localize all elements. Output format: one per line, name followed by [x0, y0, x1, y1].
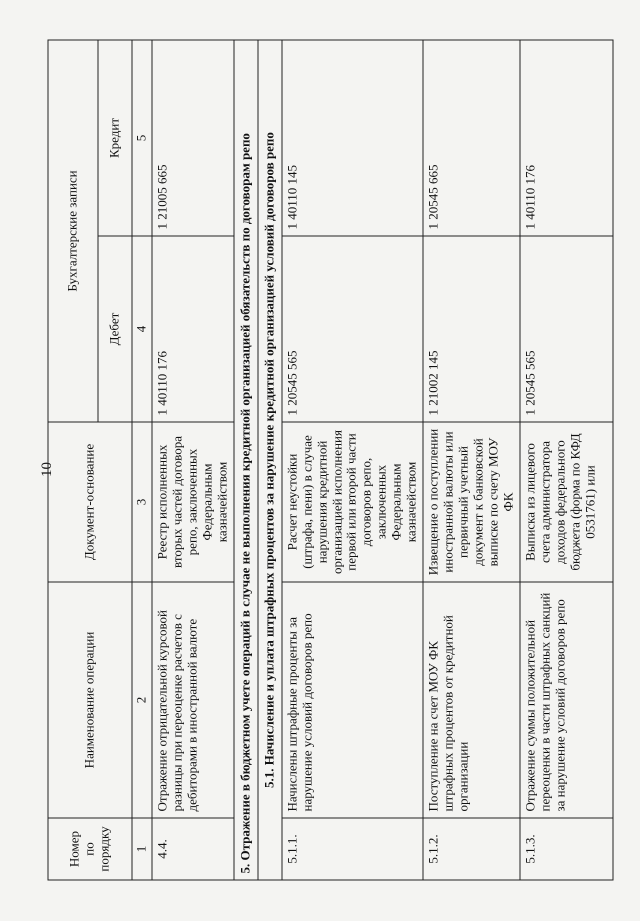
row-credit: 1 20545 665	[423, 40, 520, 236]
row-debit: 1 20545 565	[282, 236, 423, 422]
accounting-table	[48, 39, 614, 880]
header-debit: Дебет	[98, 236, 132, 422]
row-debit: 1 20545 565	[520, 236, 613, 422]
table-row	[520, 40, 613, 880]
row-operation: Отражение отрицательной курсовой разницы при переоценке расчетов с дебиторами в иностранной валюте	[152, 582, 234, 818]
row-operation: Поступление на счет МОУ ФК штрафных процентов от кредитной организации	[423, 582, 520, 818]
row-number: 5.1.3.	[520, 818, 613, 880]
row-document: Расчет неустойки (штрафа, пени) в случае нарушения кредитной организацией исполнения первой или второй части договоров репо, заключенных Федеральным казначейством	[282, 422, 423, 582]
header-accounting: Бухгалтерские записи	[48, 40, 98, 422]
column-index-5: 5	[132, 40, 152, 236]
header-document: Документ-основание	[48, 422, 132, 582]
table-row	[423, 40, 520, 880]
header-credit: Кредит	[98, 40, 132, 236]
row-credit: 1 40110 145	[282, 40, 423, 236]
row-document: Выписка из лицевого счета администратора доходов федерального бюджета (форма по КФД 0531761) или	[520, 422, 613, 582]
header-number: Номер по порядку	[48, 818, 132, 880]
row-document: Реестр исполненных вторых частей договора репо, заключенных Федеральным казначейством	[152, 422, 234, 582]
row-number: 5.1.2.	[423, 818, 520, 880]
row-number: 4.4.	[152, 818, 234, 880]
column-index-2: 2	[132, 582, 152, 818]
row-number: 5.1.1.	[282, 818, 423, 880]
subsection-5-1-title: 5.1. Начисление и уплата штрафных процентов за нарушение кредитной организацией условий договоров репо	[258, 40, 282, 880]
rotated-table-wrapper	[48, 41, 597, 881]
row-debit: 1 21002 145	[423, 236, 520, 422]
column-index-1: 1	[132, 818, 152, 880]
row-credit: 1 40110 176	[520, 40, 613, 236]
row-credit: 1 21005 665	[152, 40, 234, 236]
header-operation: Наименование операции	[48, 582, 132, 818]
row-operation: Начислены штрафные проценты за нарушение условий договоров репо	[282, 582, 423, 818]
page-number: 10	[39, 462, 55, 477]
column-index-4: 4	[132, 236, 152, 422]
table-row	[152, 40, 234, 880]
column-index-3: 3	[132, 422, 152, 582]
section-5-title: 5. Отражение в бюджетном учете операций в случае не выполнения кредитной организацией обязательств по договорам репо	[234, 40, 258, 880]
row-debit: 1 40110 176	[152, 236, 234, 422]
table-row	[282, 40, 423, 880]
row-operation: Отражение суммы положительной переоценки в части штрафных санкций за нарушение условий договоров репо	[520, 582, 613, 818]
row-document: Извещение о поступлении иностранной валюты или первичный учетный документ к банковской выписке по счету МОУ ФК	[423, 422, 520, 582]
